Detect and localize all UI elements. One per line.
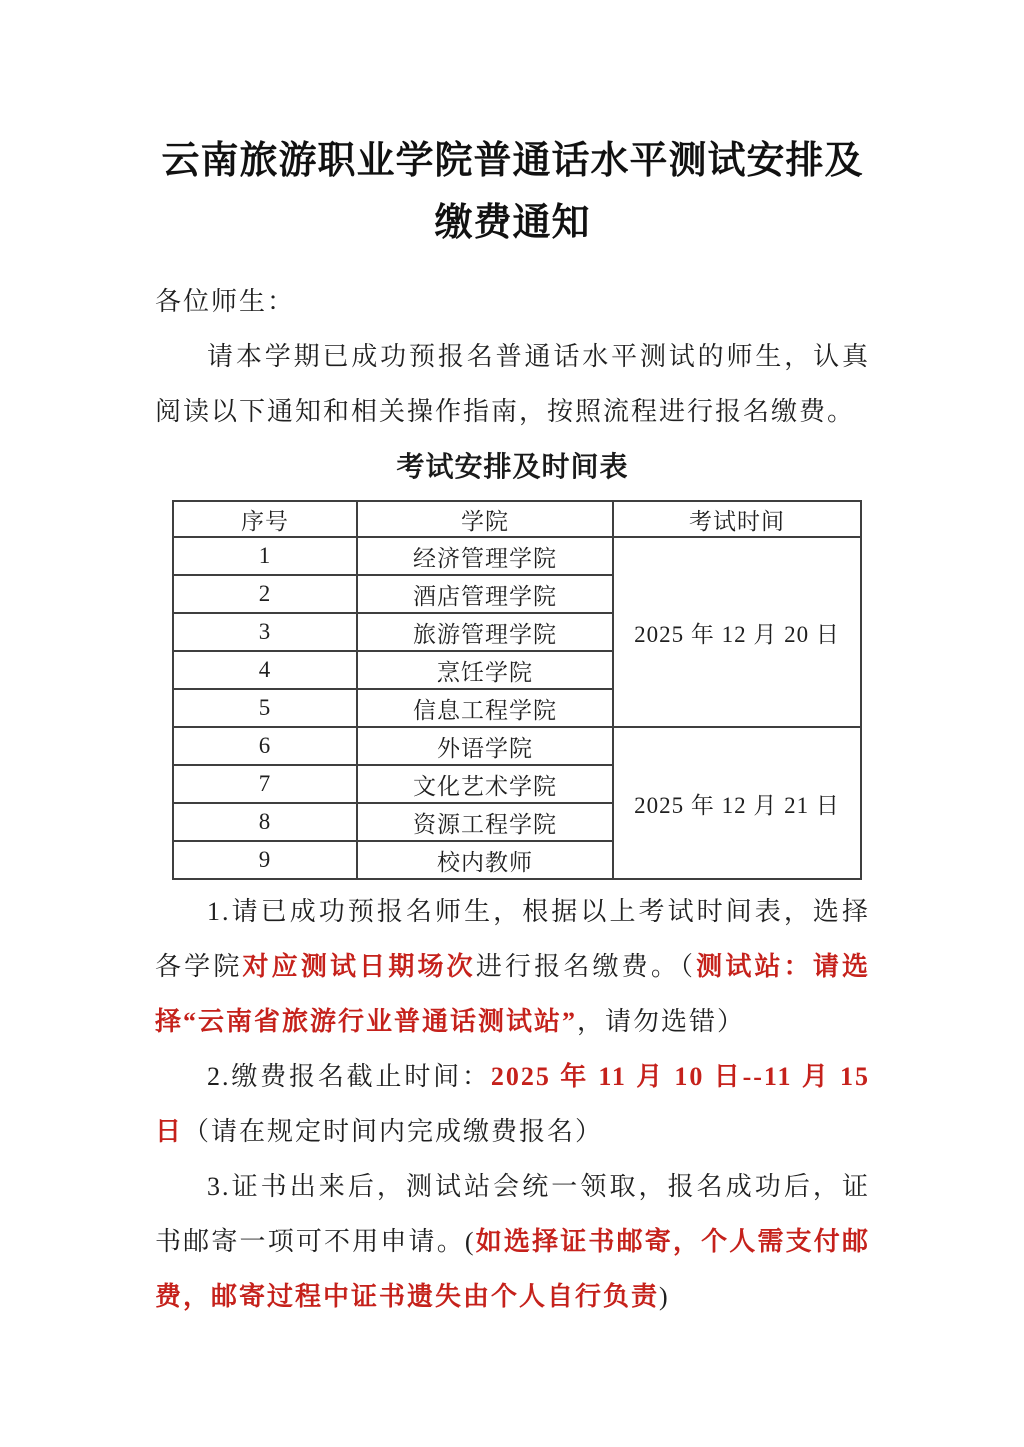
cell-row-number: 9 <box>173 841 357 879</box>
notice-paragraph <box>155 884 870 1049</box>
cell-college-name: 外语学院 <box>357 727 613 765</box>
body-text: （请在规定时间内完成缴费报名） <box>183 1117 604 1146</box>
cell-college-name: 烹饪学院 <box>357 651 613 689</box>
cell-row-number: 5 <box>173 689 357 727</box>
cell-college-name: 文化艺术学院 <box>357 765 613 803</box>
cell-row-number: 2 <box>173 575 357 613</box>
table-row <box>173 537 861 575</box>
cell-row-number: 1 <box>173 537 357 575</box>
notice-paragraphs <box>155 884 870 1324</box>
cell-row-number: 8 <box>173 803 357 841</box>
cell-row-number: 4 <box>173 651 357 689</box>
body-text: 1.请已成功预报名师生，根据以上考试时间表，选择各学院 <box>155 897 870 981</box>
salutation: 各位师生： <box>155 287 296 316</box>
table-heading: 考试安排及时间表 <box>396 451 629 482</box>
cell-college-name: 酒店管理学院 <box>357 575 613 613</box>
body-text: ) <box>659 1282 670 1311</box>
red-emphasis-text: 如选择证书邮寄，个人需支付邮费，邮寄过程中证书遗失由个人自行负责 <box>155 1227 870 1311</box>
cell-college-name: 资源工程学院 <box>357 803 613 841</box>
exam-schedule-table-body <box>173 537 861 879</box>
cell-row-number: 6 <box>173 727 357 765</box>
intro-paragraph: 请本学期已成功预报名普通话水平测试的师生，认真阅读以下通知和相关操作指南，按照流程进行报名缴费。 <box>155 342 870 426</box>
cell-college-name: 旅游管理学院 <box>357 613 613 651</box>
notice-paragraph <box>155 1159 870 1324</box>
body-text: 2.缴费报名截止时间： <box>207 1062 491 1091</box>
document-title-line2: 缴费通知 <box>434 202 591 244</box>
body-text: 进行报名缴费。（ <box>475 952 697 981</box>
document-body <box>155 274 870 1324</box>
body-text: ，请勿选错） <box>577 1007 746 1036</box>
cell-row-number: 3 <box>173 613 357 651</box>
column-header-date: 考试时间 <box>613 501 861 537</box>
cell-college-name: 经济管理学院 <box>357 537 613 575</box>
document-title-line1: 云南旅游职业学院普通话水平测试安排及 <box>161 140 864 182</box>
column-header-college: 学院 <box>357 501 613 537</box>
cell-exam-date: 2025 年 12 月 21 日 <box>613 727 861 879</box>
cell-college-name: 校内教师 <box>357 841 613 879</box>
red-emphasis-text: 对应测试日期场次 <box>242 952 476 981</box>
cell-row-number: 7 <box>173 765 357 803</box>
table-header-row <box>173 501 861 537</box>
notice-paragraph <box>155 1049 870 1159</box>
exam-schedule-table <box>172 500 862 880</box>
cell-exam-date: 2025 年 12 月 20 日 <box>613 537 861 727</box>
body-text: 3.证书出来后，测试站会统一领取，报名成功后，证书邮寄一项可不用申请。( <box>155 1172 870 1256</box>
red-emphasis-text: 2025 年 11 月 10 日--11 月 15 日 <box>155 1062 870 1146</box>
document-title <box>155 130 870 254</box>
column-header-no: 序号 <box>173 501 357 537</box>
table-row <box>173 727 861 765</box>
cell-college-name: 信息工程学院 <box>357 689 613 727</box>
red-emphasis-text: 测试站：请选择“云南省旅游行业普通话测试站” <box>155 952 870 1036</box>
